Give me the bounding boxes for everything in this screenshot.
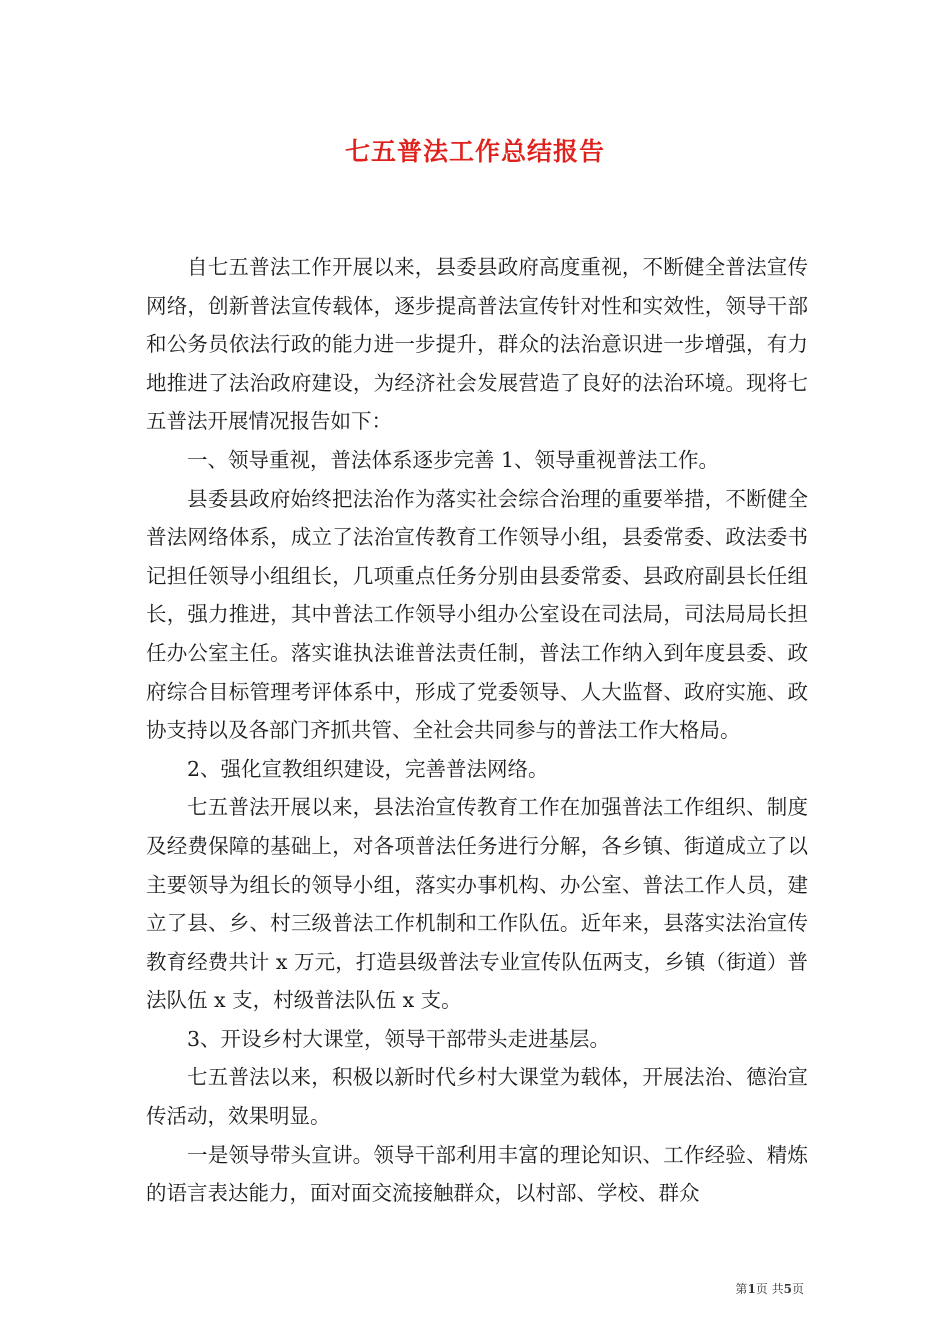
paragraph-organization: 七五普法开展以来，县法治宣传教育工作在加强普法工作组织、制度及经费保障的基础上，对各项普法任务进行分解，各乡镇、街道成立了以主要领导为组长的领导小组，落实办事机构、办公室、普法工作人员，建立了县、乡、村三级普法工作机制和工作队伍。近年来，县落实法治宣传教育经费共计 x 万元，打造县级普法专业宣传队伍两支，乡镇（街道）普法队伍 x 支，村级普法队伍 x 支。: [146, 795, 808, 1013]
footer-middle: 页 共: [755, 1282, 784, 1296]
total-page-count: 5: [783, 1282, 792, 1296]
page-number-footer: [735, 1280, 804, 1297]
footer-suffix: 页: [791, 1282, 804, 1296]
paragraph-lecture: 一是领导带头宣讲。领导干部利用丰富的理论知识、工作经验、精炼的语言表达能力，面对面交流接触群众，以村部、学校、群众: [146, 1142, 808, 1206]
paragraph-section-1-heading: 一、领导重视，普法体系逐步完善 1、领导重视普法工作。: [187, 447, 720, 472]
document-title: 七五普法工作总结报告: [344, 137, 605, 166]
current-page-number: 1: [747, 1282, 756, 1296]
document-body: [146, 248, 808, 1213]
paragraph-rural-classroom: 七五普法以来，积极以新时代乡村大课堂为载体，开展法治、德治宣传活动，效果明显。: [146, 1065, 808, 1129]
paragraph-leadership: 县委县政府始终把法治作为落实社会综合治理的重要举措，不断健全普法网络体系，成立了法治宣传教育工作领导小组，县委常委、政法委书记担任领导小组组长，几项重点任务分别由县委常委、县政府副县长任组长，强力推进，其中普法工作领导小组办公室设在司法局，司法局局长担任办公室主任。落实谁执法谁普法责任制，普法工作纳入到年度县委、政府综合目标管理考评体系中，形成了党委领导、人大监督、政府实施、政协支持以及各部门齐抓共管、全社会共同参与的普法工作大格局。: [146, 486, 808, 743]
footer-prefix: 第: [735, 1282, 748, 1296]
paragraph-subheading-3: 3、开设乡村大课堂，领导干部带头走进基层。: [187, 1026, 611, 1051]
paragraph-subheading-2: 2、强化宣教组织建设，完善普法网络。: [187, 756, 549, 781]
paragraph-intro: 自七五普法工作开展以来，县委县政府高度重视，不断健全普法宣传网络，创新普法宣传载体，逐步提高普法宣传针对性和实效性，领导干部和公务员依法行政的能力进一步提升，群众的法治意识进一步增强，有力地推进了法治政府建设，为经济社会发展营造了良好的法治环境。现将七五普法开展情况报告如下：: [146, 255, 808, 434]
